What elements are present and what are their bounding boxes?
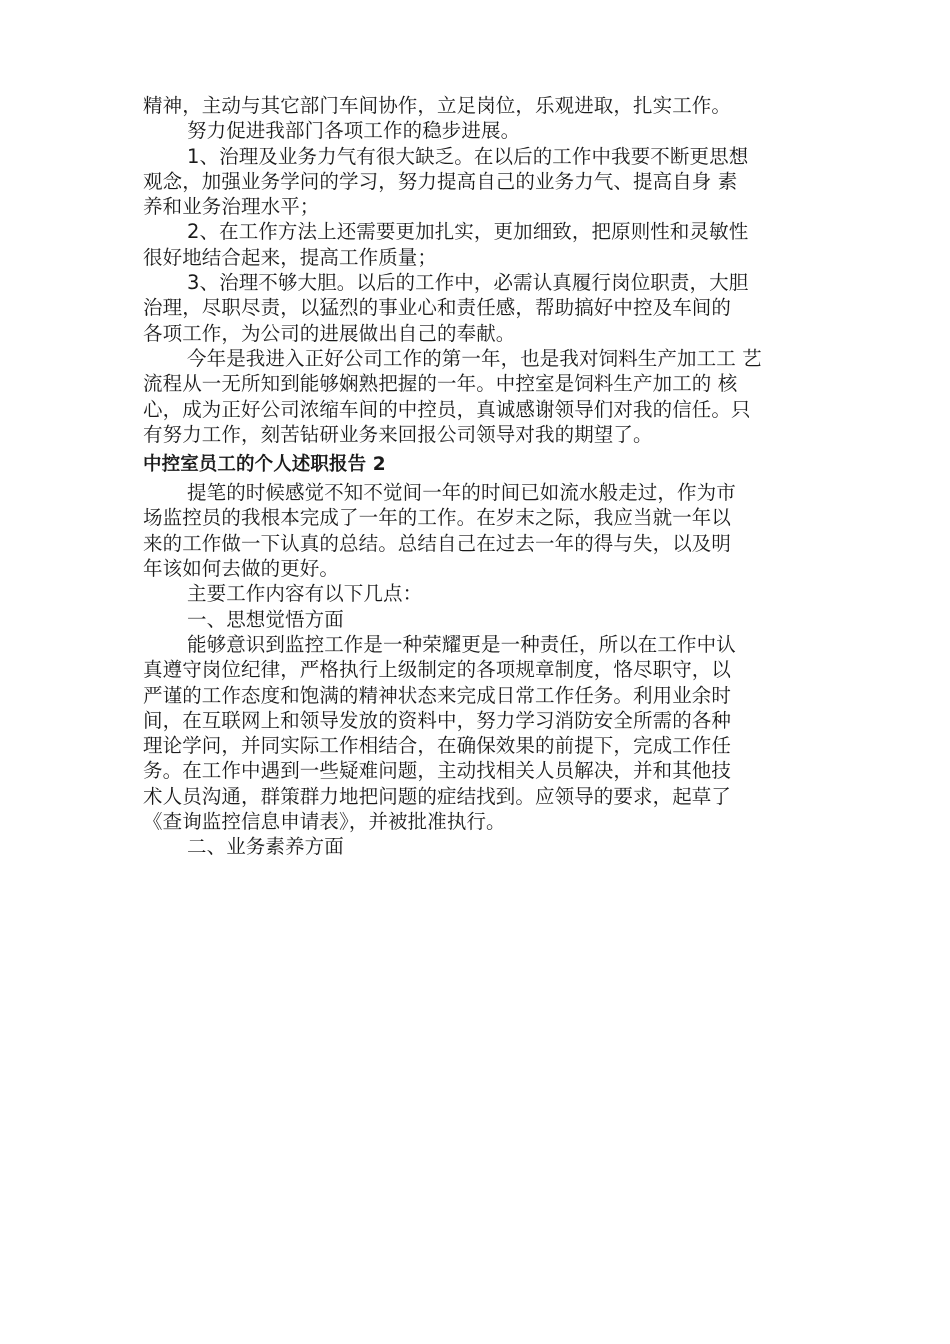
paragraph-line: 今年是我进入正好公司工作的第一年，也是我对饲料生产加工工 艺 xyxy=(187,346,762,370)
paragraph-line: 2、在工作方法上还需要更加扎实，更加细致，把原则性和灵敏性 xyxy=(187,220,749,244)
paragraph-line: 各项工作，为公司的进展做出自己的奉献。 xyxy=(143,321,516,345)
paragraph-line: 精神，主动与其它部门车间协作，立足岗位，乐观进取，扎实工作。 xyxy=(143,94,732,117)
paragraph-line: 流程从一无所知到能够娴熟把握的一年。中控室是饲料生产加工的 核 xyxy=(143,372,738,396)
paragraph-line: 务。在工作中遇到一些疑难问题，主动找相关人员解决，并和其他技 xyxy=(143,759,732,783)
paragraph-line: 术人员沟通，群策群力地把问题的症结找到。应领导的要求，起草了 xyxy=(143,784,732,808)
paragraph-line: 间，在互联网上和领导发放的资料中，努力学习消防安全所需的各种 xyxy=(143,708,732,732)
paragraph-line: 心，成为正好公司浓缩车间的中控员，真诚感谢领导们对我的信任。只 xyxy=(143,397,751,421)
paragraph-line: 很好地结合起来，提高工作质量； xyxy=(143,245,438,269)
paragraph-line: 理论学问，并同实际工作相结合，在确保效果的前提下，完成工作任 xyxy=(143,734,732,758)
paragraph-line: 能够意识到监控工作是一种荣耀更是一种责任，所以在工作中认 xyxy=(187,632,736,656)
paragraph-line: 治理，尽职尽责，以猛烈的事业心和责任感，帮助搞好中控及车间的 xyxy=(143,296,732,320)
paragraph-line: 有努力工作，刻苦钻研业务来回报公司领导对我的期望了。 xyxy=(143,422,653,446)
paragraph-line: 努力促进我部门各项工作的稳步进展。 xyxy=(187,119,521,143)
paragraph-line: 1、治理及业务力气有很大缺乏。在以后的工作中我要不断更思想 xyxy=(187,144,749,168)
paragraph-line: 来的工作做一下认真的总结。总结自己在过去一年的得与失，以及明 xyxy=(143,531,732,555)
paragraph-line: 严谨的工作态度和饱满的精神状态来完成日常工作任务。利用业余时 xyxy=(143,683,732,707)
paragraph-line: 主要工作内容有以下几点： xyxy=(187,582,423,606)
paragraph-line: 真遵守岗位纪律，严格执行上级制定的各项规章制度，恪尽职守，以 xyxy=(143,658,732,682)
section-heading: 中控室员工的个人述职报告 2 xyxy=(143,454,386,476)
paragraph-line: 场监控员的我根本完成了一年的工作。在岁末之际，我应当就一年以 xyxy=(143,506,732,530)
paragraph-line: 观念，加强业务学问的学习，努力提高自己的业务力气、提高自身 素 xyxy=(143,169,738,193)
paragraph-line: 3、治理不够大胆。以后的工作中，必需认真履行岗位职责，大胆 xyxy=(187,271,749,295)
document-body xyxy=(143,93,823,860)
subheading-line: 一、思想觉悟方面 xyxy=(187,607,344,631)
paragraph-line: 《查询监控信息申请表》，并被批准执行。 xyxy=(143,810,506,834)
paragraph-line: 养和业务治理水平； xyxy=(143,195,320,219)
paragraph-line: 提笔的时候感觉不知不觉间一年的时间已如流水般走过，作为市 xyxy=(187,481,736,505)
subheading-line: 二、业务素养方面 xyxy=(187,835,344,859)
paragraph-line: 年该如何去做的更好。 xyxy=(143,557,340,581)
